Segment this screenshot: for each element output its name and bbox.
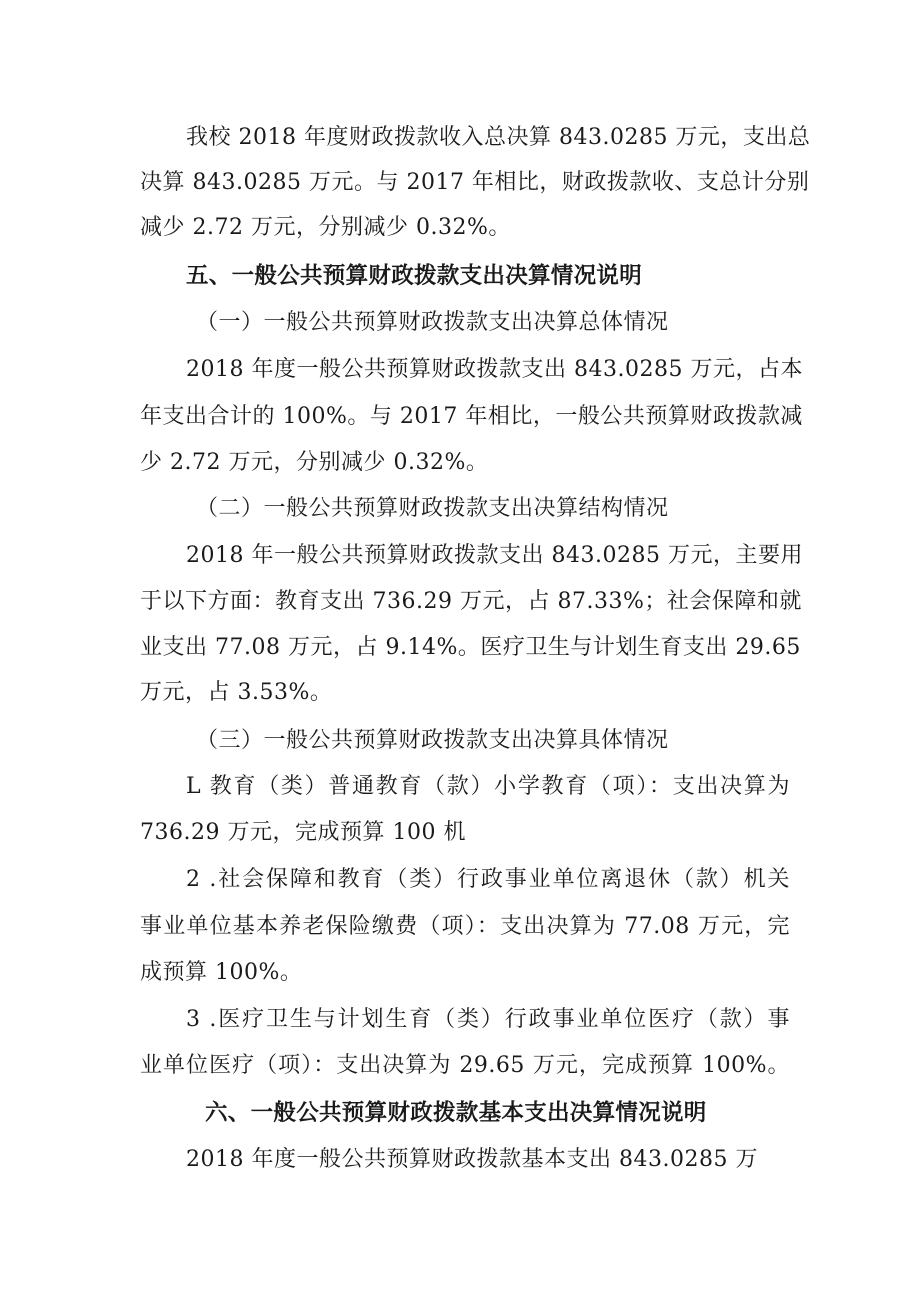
paragraph-line: 年支出合计的 100%。与 2017 年相比，一般公共预算财政拨款减 [140,404,803,429]
paragraph-line: 于以下方面：教育支出 736.29 万元，占 87.33%；社会保障和就 [140,589,802,614]
paragraph-line: 2 .社会保障和教育（类）行政事业单位离退休（款）机关 [186,867,790,892]
paragraph-line: 决算 843.0285 万元。与 2017 年相比，财政拨款收、支总计分别 [140,170,810,195]
paragraph-line: 业单位医疗（项）：支出决算为 29.65 万元，完成预算 100%。 [140,1053,790,1078]
paragraph-line: 事业单位基本养老保险缴费（项）：支出决算为 77.08 万元，完 [140,914,790,939]
paragraph-line: 2018 年一般公共预算财政拨款支出 843.0285 万元，主要用 [186,543,803,568]
paragraph-line: 我校 2018 年度财政拨款收入总决算 843.0285 万元，支出总 [186,125,811,150]
section-heading: 五、一般公共预算财政拨款支出决算情况说明 [186,263,643,289]
paragraph-line: 2018 年度一般公共预算财政拨款支出 843.0285 万元，占本 [186,357,803,382]
paragraph-line: 2018 年度一般公共预算财政拨款基本支出 843.0285 万 [186,1147,758,1172]
paragraph-line: 736.29 万元，完成预算 100 机 [140,820,466,845]
paragraph-line: 减少 2.72 万元，分别减少 0.32%。 [140,215,511,240]
paragraph-line: 业支出 77.08 万元，占 9.14%。医疗卫生与计划生育支出 29.65 [140,635,801,660]
subsection-heading: （二）一般公共预算财政拨款支出决算结构情况 [196,496,669,521]
paragraph-line: L 教育（类）普通教育（款）小学教育（项）：支出决算为 [186,774,790,799]
paragraph-line: 少 2.72 万元，分别减少 0.32%。 [140,450,489,475]
paragraph-line: 万元，占 3.53%。 [140,680,333,705]
paragraph-line: 成预算 100%。 [140,960,303,985]
subsection-heading: （三）一般公共预算财政拨款支出决算具体情况 [196,728,669,753]
subsection-heading: （一）一般公共预算财政拨款支出决算总体情况 [196,310,669,335]
section-heading: 六、一般公共预算财政拨款基本支出决算情况说明 [205,1100,707,1126]
paragraph-line: 3 .医疗卫生与计划生育（类）行政事业单位医疗（款）事 [186,1007,790,1032]
